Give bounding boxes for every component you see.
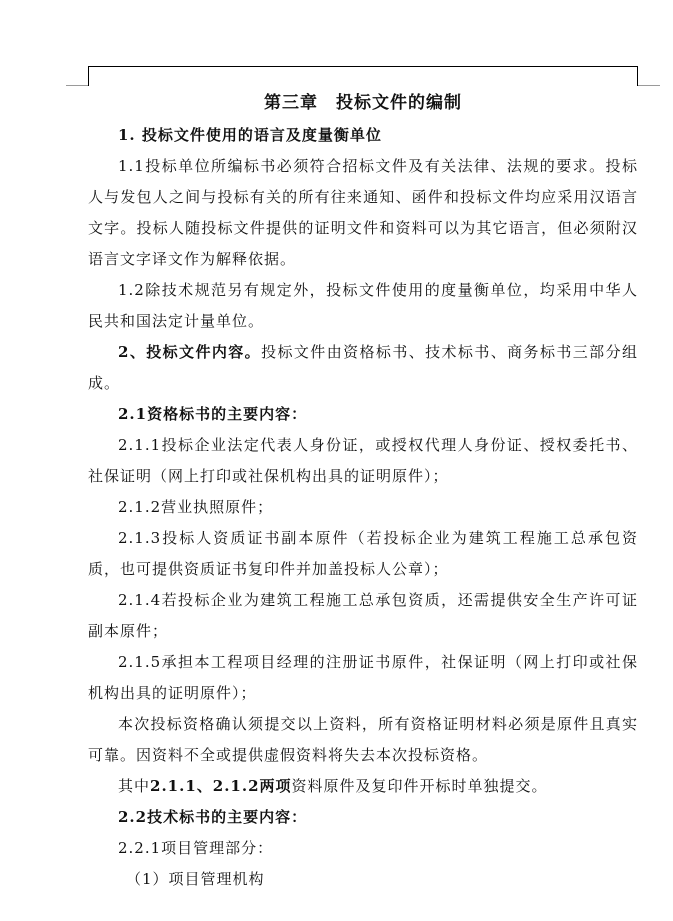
section-heading-2-2: 2.2技术标书的主要内容： (118, 808, 308, 826)
submission-prefix: 其中 (118, 777, 151, 795)
top-right-corner-mark (638, 85, 660, 86)
paragraph-1-2: 1.2除技术规范另有规定外，投标文件使用的度量衡单位，均采用中华人民共和国法定计量单位。 (88, 281, 638, 330)
section-heading-2-1: 2.1资格标书的主要内容： (118, 405, 308, 423)
paragraph-2-1-3: 2.1.3投标人资质证书副本原件（若投标企业为建筑工程施工总承包资质，也可提供资质证书复印件并加盖投标人公章）； (88, 529, 638, 578)
chapter-title (88, 86, 638, 120)
section-heading-2-lead: 2、投标文件内容。 (118, 343, 262, 361)
paragraph-2-1-4: 2.1.4若投标企业为建筑工程施工总承包资质，还需提供安全生产许可证副本原件； (88, 591, 638, 640)
section-heading-2 (88, 337, 638, 399)
submission-bold: 2.1.1、2.1.2两项 (150, 777, 292, 795)
paragraph-2-2-1: 2.2.1项目管理部分： (118, 839, 274, 857)
paragraph-2-1-1: 2.1.1投标企业法定代表人身份证，或授权代理人身份证、授权委托书、社保证明（网上打印或社保机构出具的证明原件）； (88, 436, 638, 485)
section-heading-1: 1. 投标文件使用的语言及度量衡单位 (118, 126, 382, 144)
left-margin-mark (88, 66, 89, 86)
paragraph-note: 本次投标资格确认须提交以上资料，所有资格证明材料必须是原件且真实可靠。因资料不全或提供虚假资料将失去本次投标资格。 (88, 715, 638, 764)
document-body (88, 86, 638, 895)
top-left-corner-mark (66, 85, 88, 86)
section-heading-2-text: 投标文件由资格标书、技术标书、商务标书三部分组成。 (88, 343, 638, 392)
chapter-number: 第三章 (264, 93, 318, 113)
list-item-project-management: （1）项目管理机构 (126, 870, 265, 888)
header-rule (88, 66, 638, 67)
right-margin-mark (637, 66, 638, 86)
chapter-name: 投标文件的编制 (336, 93, 462, 113)
paragraph-2-1-5: 2.1.5承担本工程项目经理的注册证书原件，社保证明（网上打印或社保机构出具的证明原件）； (88, 653, 638, 702)
paragraph-submission (88, 771, 638, 802)
submission-suffix: 资料原件及复印件开标时单独提交。 (291, 777, 548, 795)
paragraph-1-1: 1.1投标单位所编标书必须符合招标文件及有关法律、法规的要求。投标人与发包人之间与投标有关的所有往来通知、函件和投标文件均应采用汉语言文字。投标人随投标文件提供的证明文件和资料可以为其它语言，但必须附汉语言文字译文作为解释依据。 (88, 157, 638, 268)
paragraph-2-1-2: 2.1.2营业执照原件； (118, 498, 274, 516)
